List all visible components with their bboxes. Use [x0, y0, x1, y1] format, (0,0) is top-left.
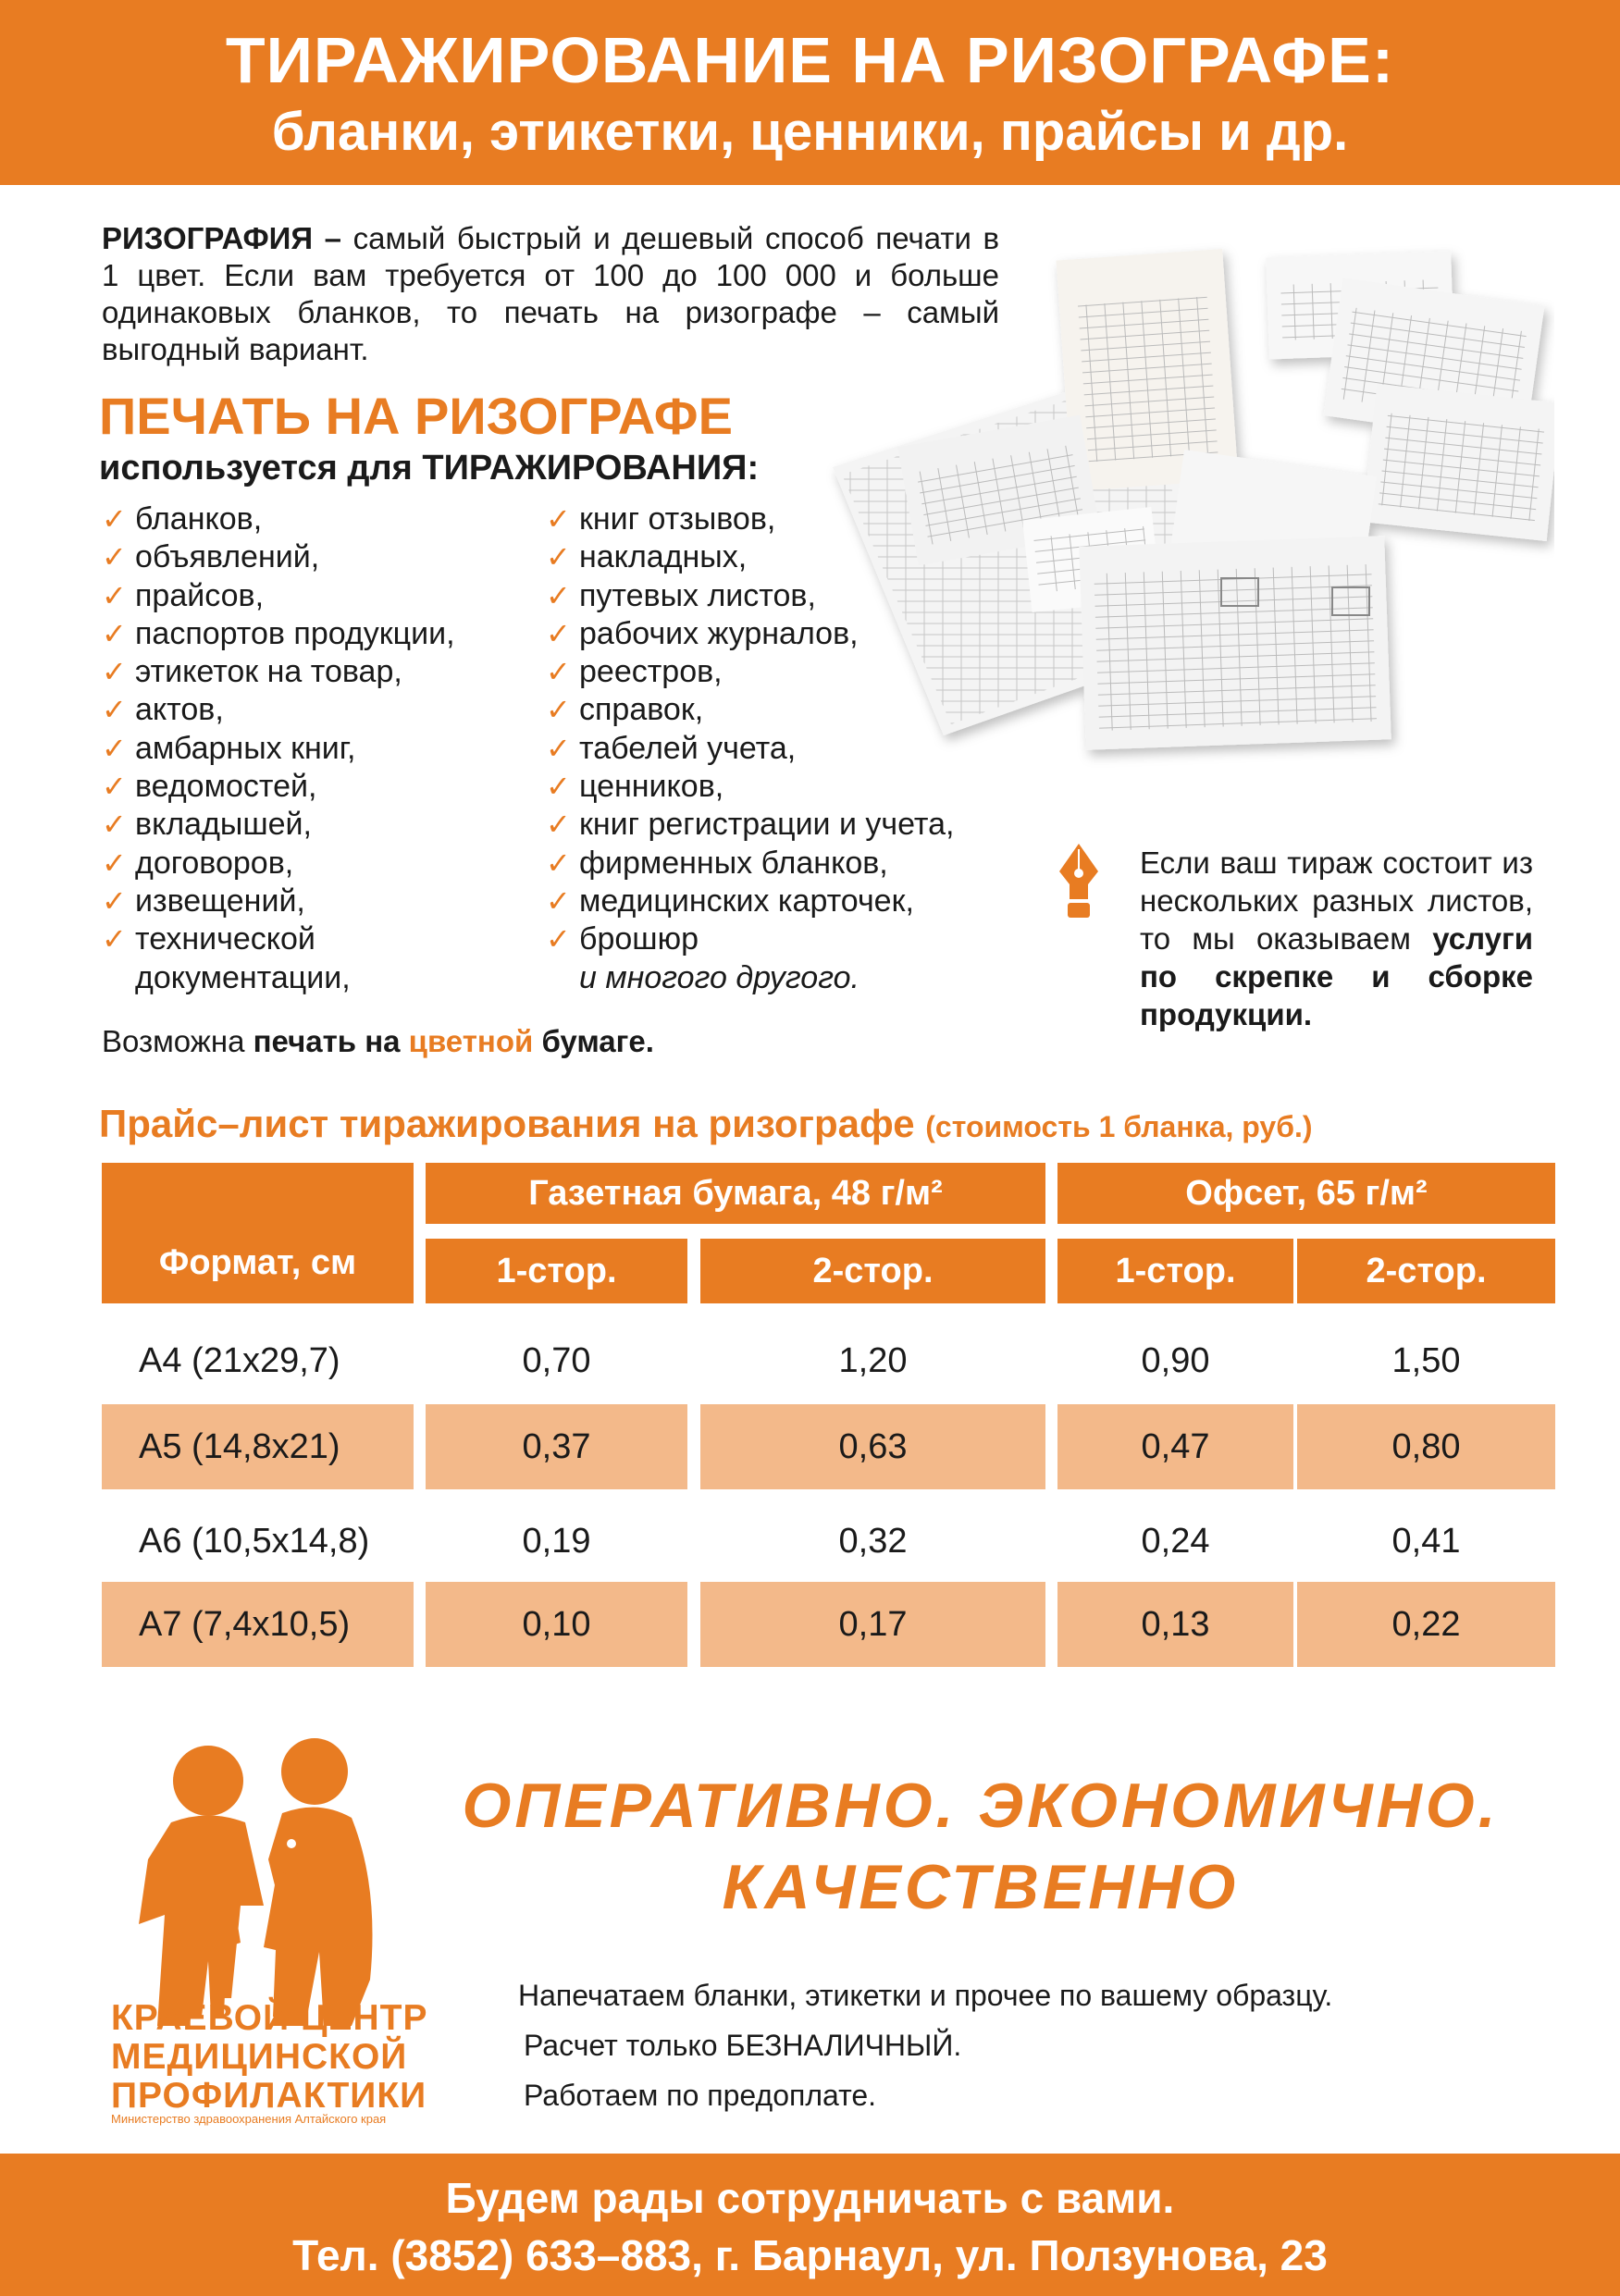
color-paper-text-4: бумаге. — [533, 1024, 654, 1058]
list-item-text: справок, — [579, 692, 704, 728]
binding-note-text: Если ваш тираж состоит из нескольких разных листов, то мы оказываем — [1140, 846, 1533, 956]
list-item-text: этикеток на товар, — [135, 654, 402, 690]
list-item-text: объявлений, — [135, 539, 320, 575]
list-item — [544, 845, 954, 883]
list-item — [544, 768, 954, 806]
list-item-text: накладных, — [579, 539, 748, 575]
check-icon: ✓ — [546, 731, 571, 765]
table-cell-price: 0,19 — [522, 1521, 591, 1561]
list-item-text: ценников, — [579, 769, 724, 805]
section-title: ПЕЧАТЬ НА РИЗОГРАФЕ — [99, 387, 733, 445]
col-header-newsprint-1side: 1-стор. — [426, 1239, 687, 1303]
printed-forms-illustration — [814, 236, 1554, 772]
col-header-format: Формат, см — [102, 1163, 414, 1303]
footer-invitation: Будем рады сотрудничать с вами. — [445, 2174, 1175, 2222]
check-icon: ✓ — [102, 883, 127, 918]
check-icon: ✓ — [546, 578, 571, 612]
list-item-text: фирменных бланков, — [579, 845, 888, 881]
list-item — [100, 806, 455, 844]
footer-contacts: Тел. (3852) 633–883, г. Барнаул, ул. Ползунова, 23 — [292, 2231, 1328, 2279]
table-cell-price: 0,10 — [426, 1582, 687, 1667]
page-subtitle: бланки, этикетки, ценники, прайсы и др. — [271, 102, 1349, 162]
binding-service-note — [1140, 844, 1533, 1033]
list-item — [100, 730, 455, 768]
table-cell-price: 1,20 — [838, 1340, 908, 1380]
check-icon: ✓ — [102, 655, 127, 689]
table-cell-price: 0,17 — [700, 1582, 1045, 1667]
slogan — [389, 1765, 1573, 1928]
table-cell-price: 0,47 — [1057, 1404, 1293, 1489]
list-item-text: бланков, — [135, 501, 263, 537]
check-icon: ✓ — [102, 846, 127, 880]
list-item-text: табелей учета, — [579, 730, 797, 766]
check-icon: ✓ — [102, 578, 127, 612]
section-subtitle: используется для ТИРАЖИРОВАНИЯ: — [99, 449, 760, 488]
list-item — [544, 806, 954, 844]
logo-text-line-2: МЕДИЦИНСКОЙ — [111, 2037, 408, 2077]
list-item — [544, 959, 954, 997]
page-title: ТИРАЖИРОВАНИЕ НА РИЗОГРАФЕ: — [225, 24, 1395, 96]
table-cell-price: 0,22 — [1297, 1582, 1555, 1667]
intro-text: самый быстрый и дешевый способ печати в 1 цвет. Если вам требуется от 100 до 100 000 и больше одинаковых бланков, то печать на ризографе – самый выгодный вариант. — [102, 221, 999, 366]
list-item-text: актов, — [135, 692, 224, 728]
table-cell-price: 0,41 — [1391, 1521, 1461, 1561]
check-icon: ✓ — [102, 540, 127, 574]
list-item-text: документации, — [135, 959, 351, 995]
price-title-text: Прайс–лист тиражирования на ризографе — [99, 1102, 915, 1145]
list-item-text: вкладышей, — [135, 807, 312, 843]
check-icon: ✓ — [102, 808, 127, 842]
list-item-text: книг регистрации и учета, — [579, 807, 955, 843]
terms-line-3: Работаем по предоплате. — [524, 2079, 877, 2112]
slogan-line-1: ОПЕРАТИВНО. ЭКОНОМИЧНО. — [462, 1771, 1500, 1841]
table-cell-price: 0,90 — [1141, 1340, 1210, 1380]
list-item — [100, 691, 455, 729]
list-item-text: извещений, — [135, 883, 305, 919]
list-item — [100, 653, 455, 691]
table-cell-price: 0,32 — [838, 1521, 908, 1561]
check-icon: ✓ — [546, 808, 571, 842]
list-item — [100, 538, 455, 576]
table-cell-price: 0,24 — [1141, 1521, 1210, 1561]
col-header-offset-1side: 1-стор. — [1057, 1239, 1293, 1303]
list-item-text: паспортов продукции, — [135, 615, 455, 651]
list-item — [544, 883, 954, 920]
binding-note-bold: услуги по скрепке и сборке продукции. — [1140, 921, 1533, 1031]
list-item-text: прайсов, — [135, 577, 265, 613]
check-icon: ✓ — [102, 502, 127, 536]
list-item-text: книг отзывов, — [579, 501, 776, 537]
list-item — [544, 920, 954, 958]
list-item-text: путевых листов, — [579, 577, 816, 613]
table-row-format: А7 (7,4х10,5) — [102, 1582, 414, 1667]
terms-line-1: Напечатаем бланки, этикетки и прочее по вашему образцу. — [518, 1979, 1333, 2012]
table-cell-price: 0,63 — [700, 1404, 1045, 1489]
terms-line-2: Расчет только БЕЗНАЛИЧНЫЙ. — [524, 2029, 962, 2062]
check-icon: ✓ — [102, 616, 127, 650]
color-paper-text-1: Возможна — [102, 1024, 254, 1058]
list-item — [100, 883, 455, 920]
logo-text-line-1: КРАЕВОЙ ЦЕНТР — [111, 1998, 428, 2038]
check-icon: ✓ — [102, 922, 127, 957]
list-item — [100, 500, 455, 538]
check-icon: ✓ — [546, 693, 571, 727]
color-paper-text-3: цветной — [408, 1024, 534, 1058]
list-item — [100, 920, 455, 958]
list-item-text: ведомостей, — [135, 769, 317, 805]
col-group-offset: Офсет, 65 г/м² — [1057, 1163, 1555, 1224]
slogan-line-2: КАЧЕСТВЕННО — [722, 1852, 1240, 1922]
list-item — [100, 577, 455, 615]
list-item-text: рабочих журналов, — [579, 615, 859, 651]
table-cell-price: 0,80 — [1297, 1404, 1555, 1489]
list-item — [100, 959, 455, 997]
check-icon: ✓ — [546, 616, 571, 650]
table-row-format: А4 (21х29,7) — [139, 1340, 340, 1380]
header-banner — [0, 0, 1620, 185]
table-row-format: А5 (14,8х21) — [102, 1404, 414, 1489]
footer-banner — [0, 2154, 1620, 2296]
color-paper-note — [102, 1023, 654, 1060]
fountain-pen-nib-icon — [1057, 844, 1100, 918]
check-icon: ✓ — [102, 731, 127, 765]
list-item-text: медицинских карточек, — [579, 883, 914, 919]
table-row-format: А6 (10,5х14,8) — [139, 1521, 370, 1561]
list-item — [100, 615, 455, 653]
terms-list — [518, 1970, 1332, 2120]
list-item-text: брошюр — [579, 921, 699, 957]
check-icon: ✓ — [546, 655, 571, 689]
check-icon: ✓ — [546, 922, 571, 957]
col-header-newsprint-2side: 2-стор. — [700, 1239, 1045, 1303]
logo-ministry-caption: Министерство здравоохранения Алтайского края — [111, 2112, 387, 2126]
intro-bold: РИЗОГРАФИЯ – — [102, 221, 342, 255]
uses-list-left — [100, 500, 455, 997]
check-icon: ✓ — [546, 770, 571, 804]
list-item — [100, 768, 455, 806]
col-group-newsprint: Газетная бумага, 48 г/м² — [426, 1163, 1045, 1224]
table-cell-price: 1,50 — [1391, 1340, 1461, 1380]
table-cell-price: 0,13 — [1057, 1582, 1293, 1667]
color-paper-text-2: печать на — [253, 1024, 409, 1058]
list-item-text: технической — [135, 921, 315, 957]
table-cell-price: 0,70 — [522, 1340, 591, 1380]
col-header-offset-2side: 2-стор. — [1297, 1239, 1555, 1303]
list-item — [100, 845, 455, 883]
list-item-text: амбарных книг, — [135, 730, 356, 766]
logo-text-line-3: ПРОФИЛАКТИКИ — [111, 2076, 427, 2116]
check-icon: ✓ — [102, 770, 127, 804]
check-icon: ✓ — [546, 846, 571, 880]
list-item-text: договоров, — [135, 845, 294, 881]
price-list-title — [99, 1101, 1313, 1150]
check-icon: ✓ — [546, 540, 571, 574]
check-icon: ✓ — [546, 502, 571, 536]
check-icon: ✓ — [546, 883, 571, 918]
table-cell-price: 0,37 — [426, 1404, 687, 1489]
check-icon: ✓ — [102, 693, 127, 727]
price-title-note: (стоимость 1 бланка, руб.) — [925, 1110, 1313, 1143]
list-item-text: реестров, — [579, 654, 723, 690]
list-item-text: и многого другого. — [579, 959, 859, 995]
